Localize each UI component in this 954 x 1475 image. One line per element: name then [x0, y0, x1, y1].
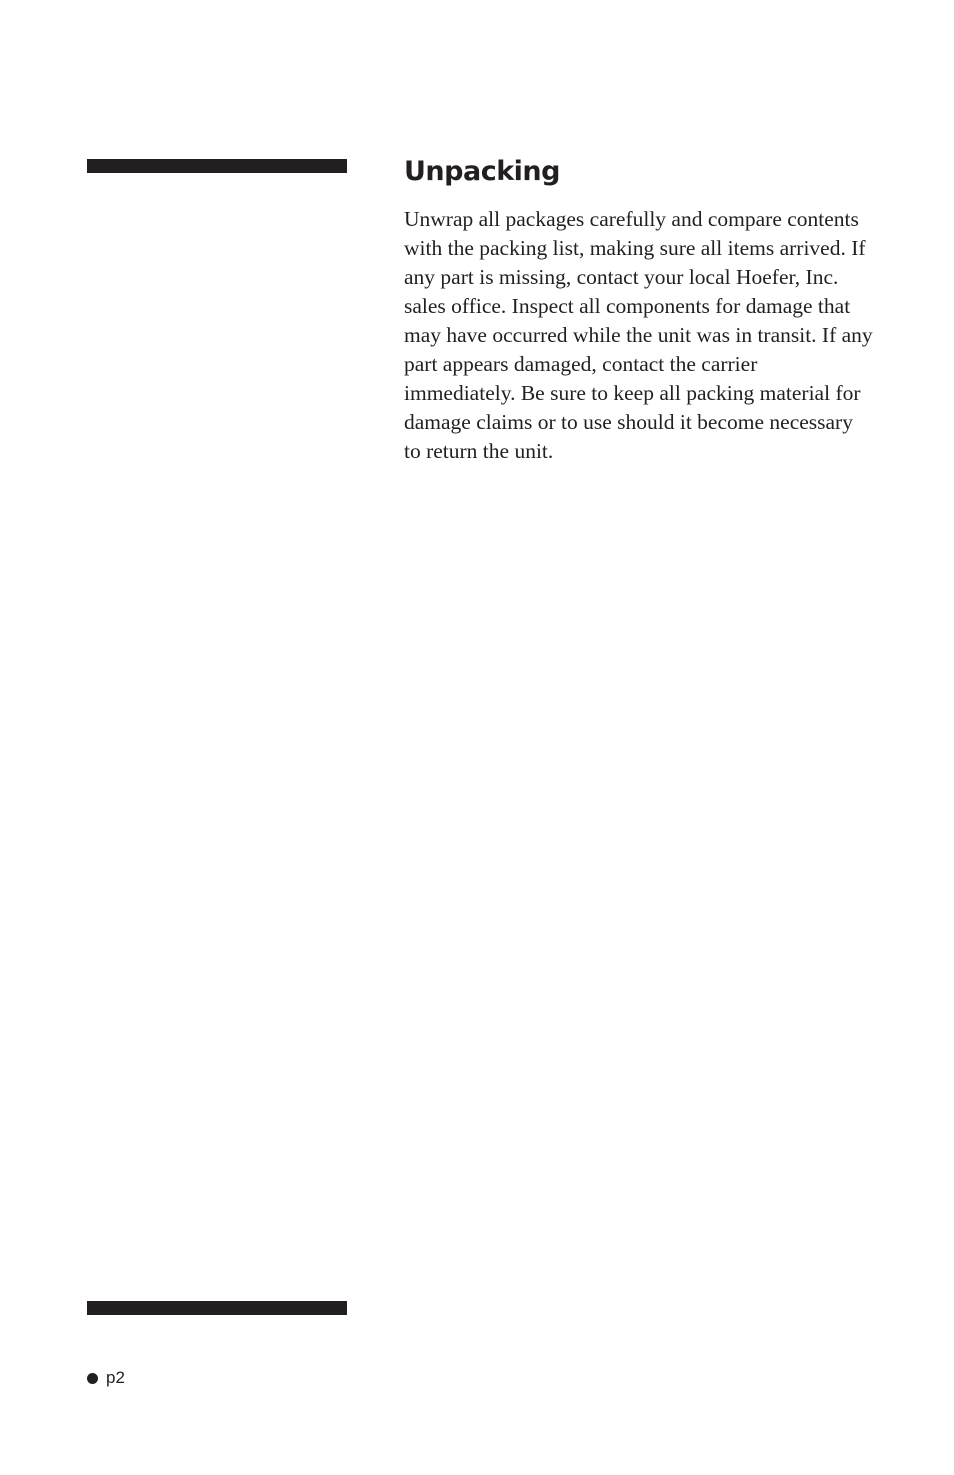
bottom-divider-bar — [87, 1301, 347, 1315]
page-footer — [87, 1367, 125, 1389]
page-number: p2 — [106, 1368, 125, 1387]
unpacking-section — [404, 152, 874, 466]
bullet-icon — [87, 1373, 98, 1384]
section-paragraph: Unwrap all packages carefully and compare contents with the packing list, making sure all items arrived. If any part is missing, contact your local Hoefer, Inc. sales office. Inspect all components for damage that may have occurred while the unit was in transit. If any part appears damaged, contact the carrier immediately. Be sure to keep all packing material for damage claims or to use should it become necessary to return the unit. — [404, 207, 873, 463]
section-heading: Unpacking — [404, 156, 560, 187]
top-divider-bar — [87, 159, 347, 173]
